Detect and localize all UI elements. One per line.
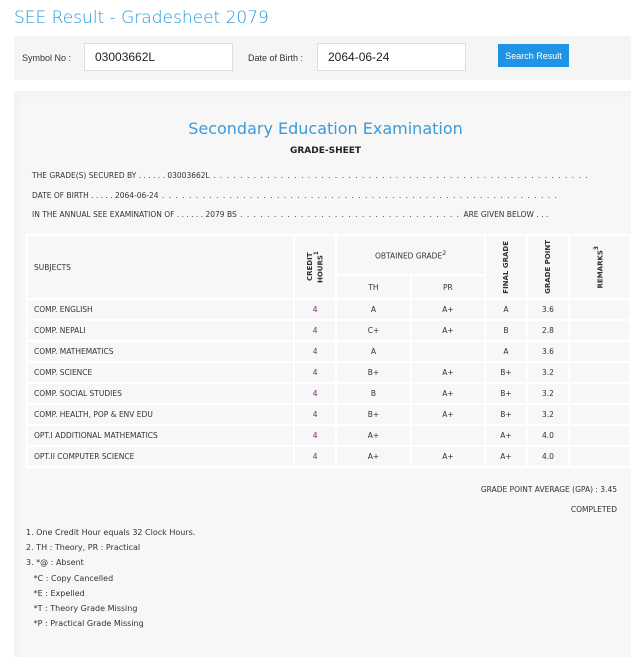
final-cell: B+ (485, 404, 527, 425)
table-row (27, 362, 630, 383)
subject-cell: COMP. ENGLISH (27, 299, 294, 320)
footnotes (26, 525, 195, 631)
line-label: IN THE ANNUAL SEE EXAMINATION OF . . . . . . (32, 210, 204, 219)
remarks-cell (569, 341, 630, 362)
pr-header: PR (411, 275, 485, 299)
remarks-cell (569, 299, 630, 320)
table-row (27, 341, 630, 362)
subject-cell: COMP. SCIENCE (27, 362, 294, 383)
footnote: *T : Theory Grade Missing (26, 604, 138, 614)
credit-cell: 4 (294, 362, 336, 383)
remarks-header: REMARKS$^3$ (569, 235, 630, 299)
table-row (27, 299, 630, 320)
subjects-header: SUBJECTS (27, 235, 294, 299)
symbol-value: 03003662L (167, 171, 210, 180)
credit-cell: 4 (294, 425, 336, 446)
subject-cell: OPT.I ADDITIONAL MATHEMATICS (27, 425, 294, 446)
th-cell: A+ (336, 425, 411, 446)
th-cell: B+ (336, 404, 411, 425)
line-end: ARE GIVEN BELOW . . . (463, 210, 549, 219)
footnote: *P : Practical Grade Missing (26, 619, 144, 629)
gp-header: GRADE POINT (527, 235, 569, 299)
exam-year: 2079 BS (205, 210, 237, 219)
gp-cell: 3.2 (527, 404, 569, 425)
credit-cell: 4 (294, 320, 336, 341)
pr-cell (411, 425, 485, 446)
search-result-button[interactable]: Search Result (498, 44, 569, 67)
gpa: GRADE POINT AVERAGE (GPA) : 3.45 (480, 485, 617, 494)
th-header: TH (336, 275, 411, 299)
table-row (27, 446, 630, 467)
page-title: SEE Result - Gradesheet 2079 (14, 8, 269, 28)
secured-by-line: THE GRADE(S) SECURED BY . . . . . . 03003662L . . . . . . . . . . . . . . . . . . . . . . . . . . . . . . . . . . . . . . . . . . . . . . . . . . . . . . . . (32, 171, 589, 180)
subject-cell: COMP. SOCIAL STUDIES (27, 383, 294, 404)
final-cell: B+ (485, 383, 527, 404)
final-cell: B (485, 320, 527, 341)
footnote: 3. *@ : Absent (26, 558, 84, 568)
footnote: 2. TH : Theory, PR : Practical (26, 543, 141, 553)
credit-cell: 4 (294, 446, 336, 467)
gradesheet (14, 91, 631, 657)
table-row (27, 404, 630, 425)
final-cell: A+ (485, 446, 527, 467)
footnote: *E : Expelled (26, 588, 85, 598)
dob-label: Date of Birth : (248, 53, 304, 63)
dob-input[interactable] (317, 43, 466, 71)
final-cell: A (485, 341, 527, 362)
symbol-label: Symbol No : (22, 53, 72, 63)
result-status: COMPLETED (570, 505, 617, 514)
table-row (27, 320, 630, 341)
footnote: 1. One Credit Hour equals 32 Clock Hours. (26, 528, 196, 537)
final-cell: B+ (485, 362, 527, 383)
gp-cell: 4.0 (527, 446, 569, 467)
th-cell: A (336, 341, 411, 362)
exam-line: IN THE ANNUAL SEE EXAMINATION OF . . . . . . 2079 BS . . . . . . . . . . . . . . . . . . . . . . . . . . . . . . . . . ARE GIVEN BELOW . . . (32, 210, 549, 219)
gradesheet-heading: GRADE-SHEET (289, 146, 362, 156)
th-cell: A+ (336, 446, 411, 467)
remarks-cell (569, 425, 630, 446)
gp-cell: 3.6 (527, 341, 569, 362)
remarks-cell (569, 404, 630, 425)
credit-cell: 4 (294, 299, 336, 320)
subject-cell: OPT.II COMPUTER SCIENCE (27, 446, 294, 467)
gp-cell: 3.6 (527, 299, 569, 320)
table-row (27, 383, 630, 404)
dob-line: DATE OF BIRTH . . . . . 2064-06-24 . . . . . . . . . . . . . . . . . . . . . . . . . . . . . . . . . . . . . . . . . . . . . . . . . . . . . . . . . . . (32, 191, 558, 200)
pr-cell: A+ (411, 320, 485, 341)
th-cell: B (336, 383, 411, 404)
credit-cell: 4 (294, 383, 336, 404)
th-cell: A (336, 299, 411, 320)
line-label: DATE OF BIRTH . . . . . (32, 191, 113, 200)
th-cell: C+ (336, 320, 411, 341)
credit-header: CREDIT HOURS$^1$ (294, 235, 336, 299)
gp-cell: 2.8 (527, 320, 569, 341)
table-row (27, 425, 630, 446)
line-label: THE GRADE(S) SECURED BY . . . . . . (32, 171, 165, 180)
grades-table (26, 234, 631, 468)
search-form (14, 36, 631, 80)
pr-cell (411, 341, 485, 362)
credit-cell: 4 (294, 341, 336, 362)
dob-value: 2064-06-24 (114, 191, 159, 200)
pr-cell: A+ (411, 299, 485, 320)
gp-cell: 4.0 (527, 425, 569, 446)
pr-cell: A+ (411, 383, 485, 404)
remarks-cell (569, 446, 630, 467)
pr-cell: A+ (411, 404, 485, 425)
subject-cell: COMP. MATHEMATICS (27, 341, 294, 362)
gp-cell: 3.2 (527, 362, 569, 383)
credit-cell: 4 (294, 404, 336, 425)
final-cell: A+ (485, 425, 527, 446)
final-cell: A (485, 299, 527, 320)
symbol-input[interactable] (84, 43, 233, 71)
gp-cell: 3.2 (527, 383, 569, 404)
final-header: FINAL GRADE (485, 235, 527, 299)
remarks-cell (569, 383, 630, 404)
pr-cell: A+ (411, 446, 485, 467)
remarks-cell (569, 320, 630, 341)
th-cell: B+ (336, 362, 411, 383)
remarks-cell (569, 362, 630, 383)
pr-cell: A+ (411, 362, 485, 383)
obtained-header: OBTAINED GRADE$^2$ (336, 235, 485, 275)
exam-heading: Secondary Education Examination (188, 119, 463, 138)
footnote: *C : Copy Cancelled (26, 573, 114, 583)
subject-cell: COMP. HEALTH, POP & ENV EDU (27, 404, 294, 425)
subject-cell: COMP. NEPALI (27, 320, 294, 341)
